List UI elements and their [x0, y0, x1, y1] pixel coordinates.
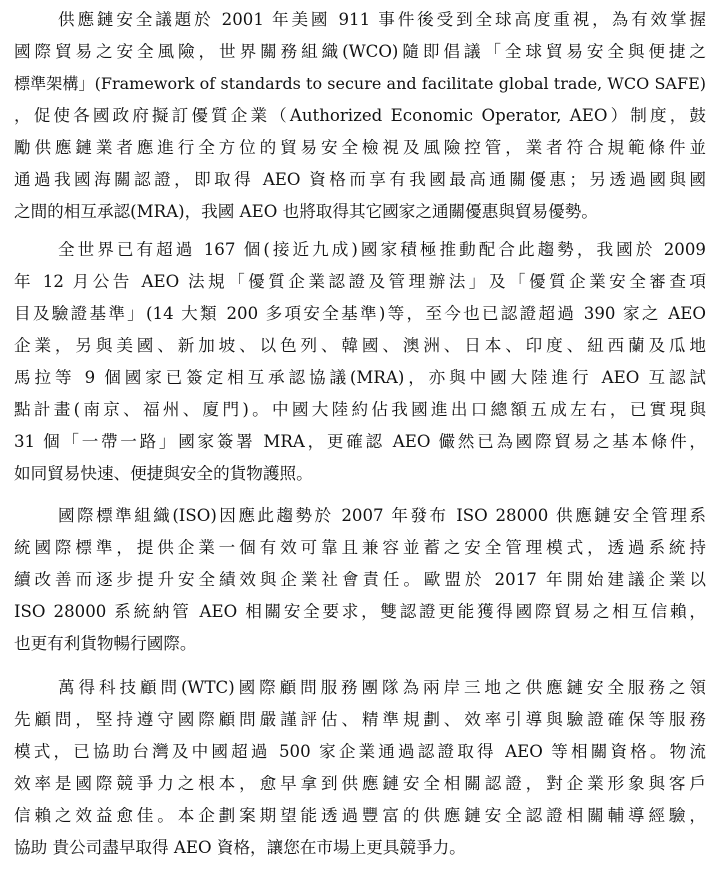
- paragraph-line: 馬拉等 9 個國家已簽定相互承認協議(MRA)，亦與中國大陸進行 AEO 互認試: [14, 368, 706, 387]
- paragraph-line: 標準架構」(Framework of standards to secure and facilitate global trade, WCO SAFE): [14, 74, 706, 93]
- paragraph-line: 勵供應鏈業者應進行全方位的貿易安全檢視及風險控管，業者符合規範條件並: [14, 138, 706, 157]
- paragraph-line: ，促使各國政府擬訂優質企業（Authorized Economic Operator, AEO）制度，鼓: [14, 106, 706, 125]
- paragraph-line: 效率是國際競爭力之根本，愈早拿到供應鏈安全相關認證，對企業形象與客戶: [14, 774, 706, 793]
- paragraph-line: 目及驗證基準」(14 大類 200 多項安全基準)等，至今也已認證超過 390 家之 AEO: [14, 304, 706, 323]
- paragraph-line: 萬得科技顧問(WTC)國際顧問服務團隊為兩岸三地之供應鏈安全服務之領: [58, 678, 706, 697]
- paragraph-line: 續改善而逐步提升安全績效與企業社會責任。歐盟於 2017 年開始建議企業以: [14, 570, 706, 589]
- paragraph-line: 年 12 月公告 AEO 法規「優質企業認證及管理辦法」及「優質企業安全審查項: [14, 272, 706, 291]
- paragraph-line: 也更有利貨物暢行國際。: [14, 634, 197, 653]
- paragraph-line: 模式，已協助台灣及中國超過 500 家企業通過認證取得 AEO 等相關資格。物流: [14, 742, 706, 761]
- paragraph-line: 先顧問，堅持遵守國際顧問嚴謹評估、精準規劃、效率引導與驗證確保等服務: [14, 710, 706, 729]
- paragraph-line: 企業，另與美國、新加坡、以色列、韓國、澳洲、日本、印度、紐西蘭及瓜地: [14, 336, 706, 355]
- paragraph-line: 全世界已有超過 167 個(接近九成)國家積極推動配合此趨勢，我國於 2009: [58, 240, 706, 259]
- paragraph-line: 通過我國海關認證，即取得 AEO 資格而享有我國最高通關優惠；另透過國與國: [14, 170, 706, 189]
- paragraph-line: 供應鏈安全議題於 2001 年美國 911 事件後受到全球高度重視，為有效掌握: [58, 10, 706, 29]
- paragraph-line: ISO 28000 系統納管 AEO 相關安全要求，雙認證更能獲得國際貿易之相互信賴，: [14, 602, 706, 621]
- paragraph-line: 信賴之效益愈佳。本企劃案期望能透過豐富的供應鏈安全認證相關輔導經驗，: [14, 806, 706, 825]
- paragraph-line: 國際貿易之安全風險，世界關務組織(WCO)隨即倡議「全球貿易安全與便捷之: [14, 42, 706, 61]
- paragraph-line: 如同貿易快速、便捷與安全的貨物護照。: [14, 464, 313, 483]
- paragraph-line: 統國際標準，提供企業一個有效可靠且兼容並蓄之安全管理模式，透過系統持: [14, 538, 706, 557]
- paragraph-line: 協助 貴公司盡早取得 AEO 資格，讓您在市場上更具競爭力。: [14, 838, 466, 857]
- paragraph-line: 31 個「一帶一路」國家簽署 MRA，更確認 AEO 儼然已為國際貿易之基本條件，: [14, 432, 706, 451]
- paragraph-line: 之間的相互承認(MRA)，我國 AEO 也將取得其它國家之通關優惠與貿易優勢。: [14, 202, 598, 221]
- paragraph-line: 點計畫(南京、福州、廈門)。中國大陸約佔我國進出口總額五成左右，已實現與: [14, 400, 706, 419]
- paragraph-line: 國際標準組織(ISO)因應此趨勢於 2007 年發布 ISO 28000 供應鏈安全管理系: [58, 506, 706, 525]
